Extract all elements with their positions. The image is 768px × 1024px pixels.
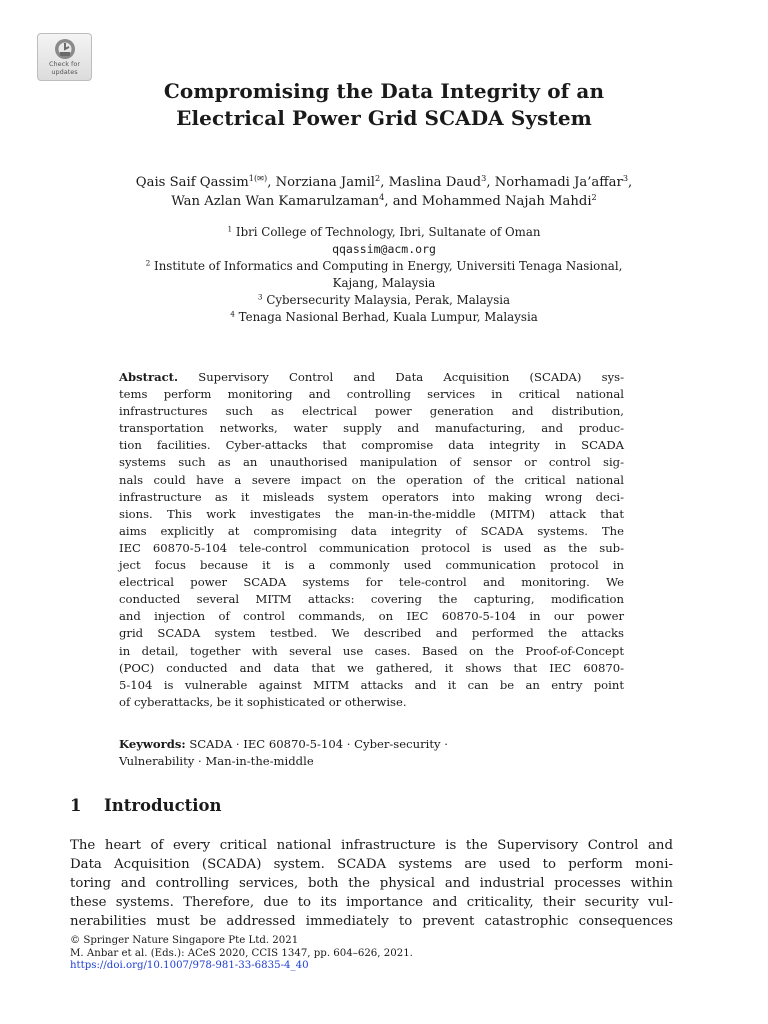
author-name: Norziana Jamil [275,175,376,190]
abstract-label: Abstract. [119,370,179,384]
affiliation-4 [0,309,768,326]
author-separator: , [628,175,633,190]
affiliations [0,224,768,326]
section-heading [70,796,222,815]
author-separator: , and [384,194,422,209]
affiliation-1 [0,224,768,241]
abstract-line: 5-104 is vulnerable against MITM attacks and it can be an entry point [119,677,624,692]
author-affiliation-mark: 2 [591,191,597,202]
body-line: toring and controlling services, both the physical and industrial processes within [70,876,673,892]
affiliation-2-cont: Kajang, Malaysia [332,276,436,290]
email-link[interactable]: qqassim@acm.org [332,242,436,256]
body-line: The heart of every critical national infrastructure is the Supervisory Control and [70,838,673,853]
affiliation-text: Ibri College of Technology, Ibri, Sultanate of Oman [235,225,541,239]
abstract-line: transportation networks, water supply and manufacturing, and produc- [119,421,624,436]
author-affiliation-mark: 1(✉) [248,172,268,183]
abstract-line: in detail, together with several use cases. Based on the Proof-of-Concept [119,643,624,658]
section-number: 1 [70,796,82,815]
body-paragraph [70,836,673,931]
author-separator: , [486,175,495,190]
author-list [0,173,768,211]
check-for-updates-icon [54,38,76,60]
body-line: nerabilities must be addressed immediately to prevent catastrophic consequences [70,914,673,930]
paper-title [0,78,768,132]
abstract-line: systems such as an unauthorised manipulation of sensor or control sig- [119,455,624,470]
abstract-line: Abstract. Supervisory Control and Data Acquisition (SCADA) sys- [119,370,624,384]
affiliation-number: 2 [145,258,151,268]
affiliation-text: Institute of Informatics and Computing in Energy, Universiti Tenaga Nasional, [154,259,623,273]
affiliation-text: Tenaga Nasional Berhad, Kuala Lumpur, Malaysia [238,310,538,324]
affiliation-number: 4 [230,309,235,319]
keywords [119,736,624,770]
section-title: Introduction [104,796,222,815]
badge-text-line2: updates [51,68,78,76]
abstract-line: infrastructure as it misleads system operators into making wrong deci- [119,489,624,504]
affiliation-2 [0,258,768,275]
keywords-label: Keywords: [119,737,186,751]
authors-line-1 [0,173,768,192]
author-name: Mohammed Najah Mahdi [421,194,592,209]
keywords-text: SCADA · IEC 60870-5-104 · Cyber-security · [189,737,448,751]
abstract-line: grid SCADA system testbed. We described and performed the attacks [119,626,624,641]
abstract-line: aims explicitly at compromising data integrity of SCADA systems. The [119,523,624,538]
author-separator: , [267,175,276,190]
author-affiliation-mark: 2 [375,172,381,183]
keywords-line-1 [119,736,624,753]
body-line: Data Acquisition (SCADA) system. SCADA systems are used to perform moni- [70,857,673,873]
abstract-line: nals could have a severe impact on the operation of the critical national [119,472,624,487]
author-affiliation-mark: 3 [481,172,487,183]
check-for-updates-badge[interactable] [37,33,92,81]
abstract-line: ject focus because it is a commonly used communication protocol in [119,558,624,573]
author-affiliation-mark: 3 [622,172,629,183]
abstract-line: tems perform monitoring and controlling services in critical national [119,387,624,402]
affiliation-text: Cybersecurity Malaysia, Perak, Malaysia [266,293,511,307]
body-line: these systems. Therefore, due to its importance and criticality, their security vul- [70,895,673,911]
author-separator: , [380,175,389,190]
affiliation-number: 3 [257,292,263,302]
keywords-line-2: Vulnerability · Man-in-the-middle [119,754,314,769]
abstract-line: (POC) conducted and data that we gathered, it shows that IEC 60870- [119,660,624,675]
author-email [0,241,768,258]
title-line-1: Compromising the Data Integrity of an [163,79,605,103]
authors-line-2 [0,192,768,211]
author-name: Wan Azlan Wan Kamarulzaman [171,194,380,209]
abstract-line: IEC 60870-5-104 tele-control communication protocol is used as the sub- [119,540,624,555]
doi-link[interactable]: https://doi.org/10.1007/978-981-33-6835-4_40 [70,960,309,971]
affiliation-3 [0,292,768,309]
abstract [119,369,624,711]
author-name: Maslina Daud [388,175,482,190]
abstract-line: conducted several MITM attacks: covering the capturing, modification [119,592,624,607]
title-line-2: Electrical Power Grid SCADA System [176,106,592,130]
badge-text-line1: Check for [49,60,80,68]
abstract-line: infrastructures such as electrical power generation and distribution, [119,404,624,419]
author-name: Norhamadi Ja’affar [494,175,623,190]
citation-line: M. Anbar et al. (Eds.): ACeS 2020, CCIS 1347, pp. 604–626, 2021. [70,947,413,959]
abstract-line: and injection of control commands, on IEC 60870-5-104 in our power [119,609,624,624]
abstract-line: tion facilities. Cyber-attacks that compromise data integrity in SCADA [119,438,624,453]
copyright-notice: © Springer Nature Singapore Pte Ltd. 2021 [70,935,299,946]
author-affiliation-mark: 4 [379,191,385,202]
page-footer [70,935,673,973]
abstract-line: electrical power SCADA systems for tele-control and monitoring. We [119,575,624,590]
author-name: Qais Saif Qassim [135,175,249,190]
abstract-line: of cyberattacks, be it sophisticated or otherwise. [119,694,407,709]
affiliation-number: 1 [227,224,233,234]
abstract-line: sions. This work investigates the man-in-the-middle (MITM) attack that [119,506,624,521]
